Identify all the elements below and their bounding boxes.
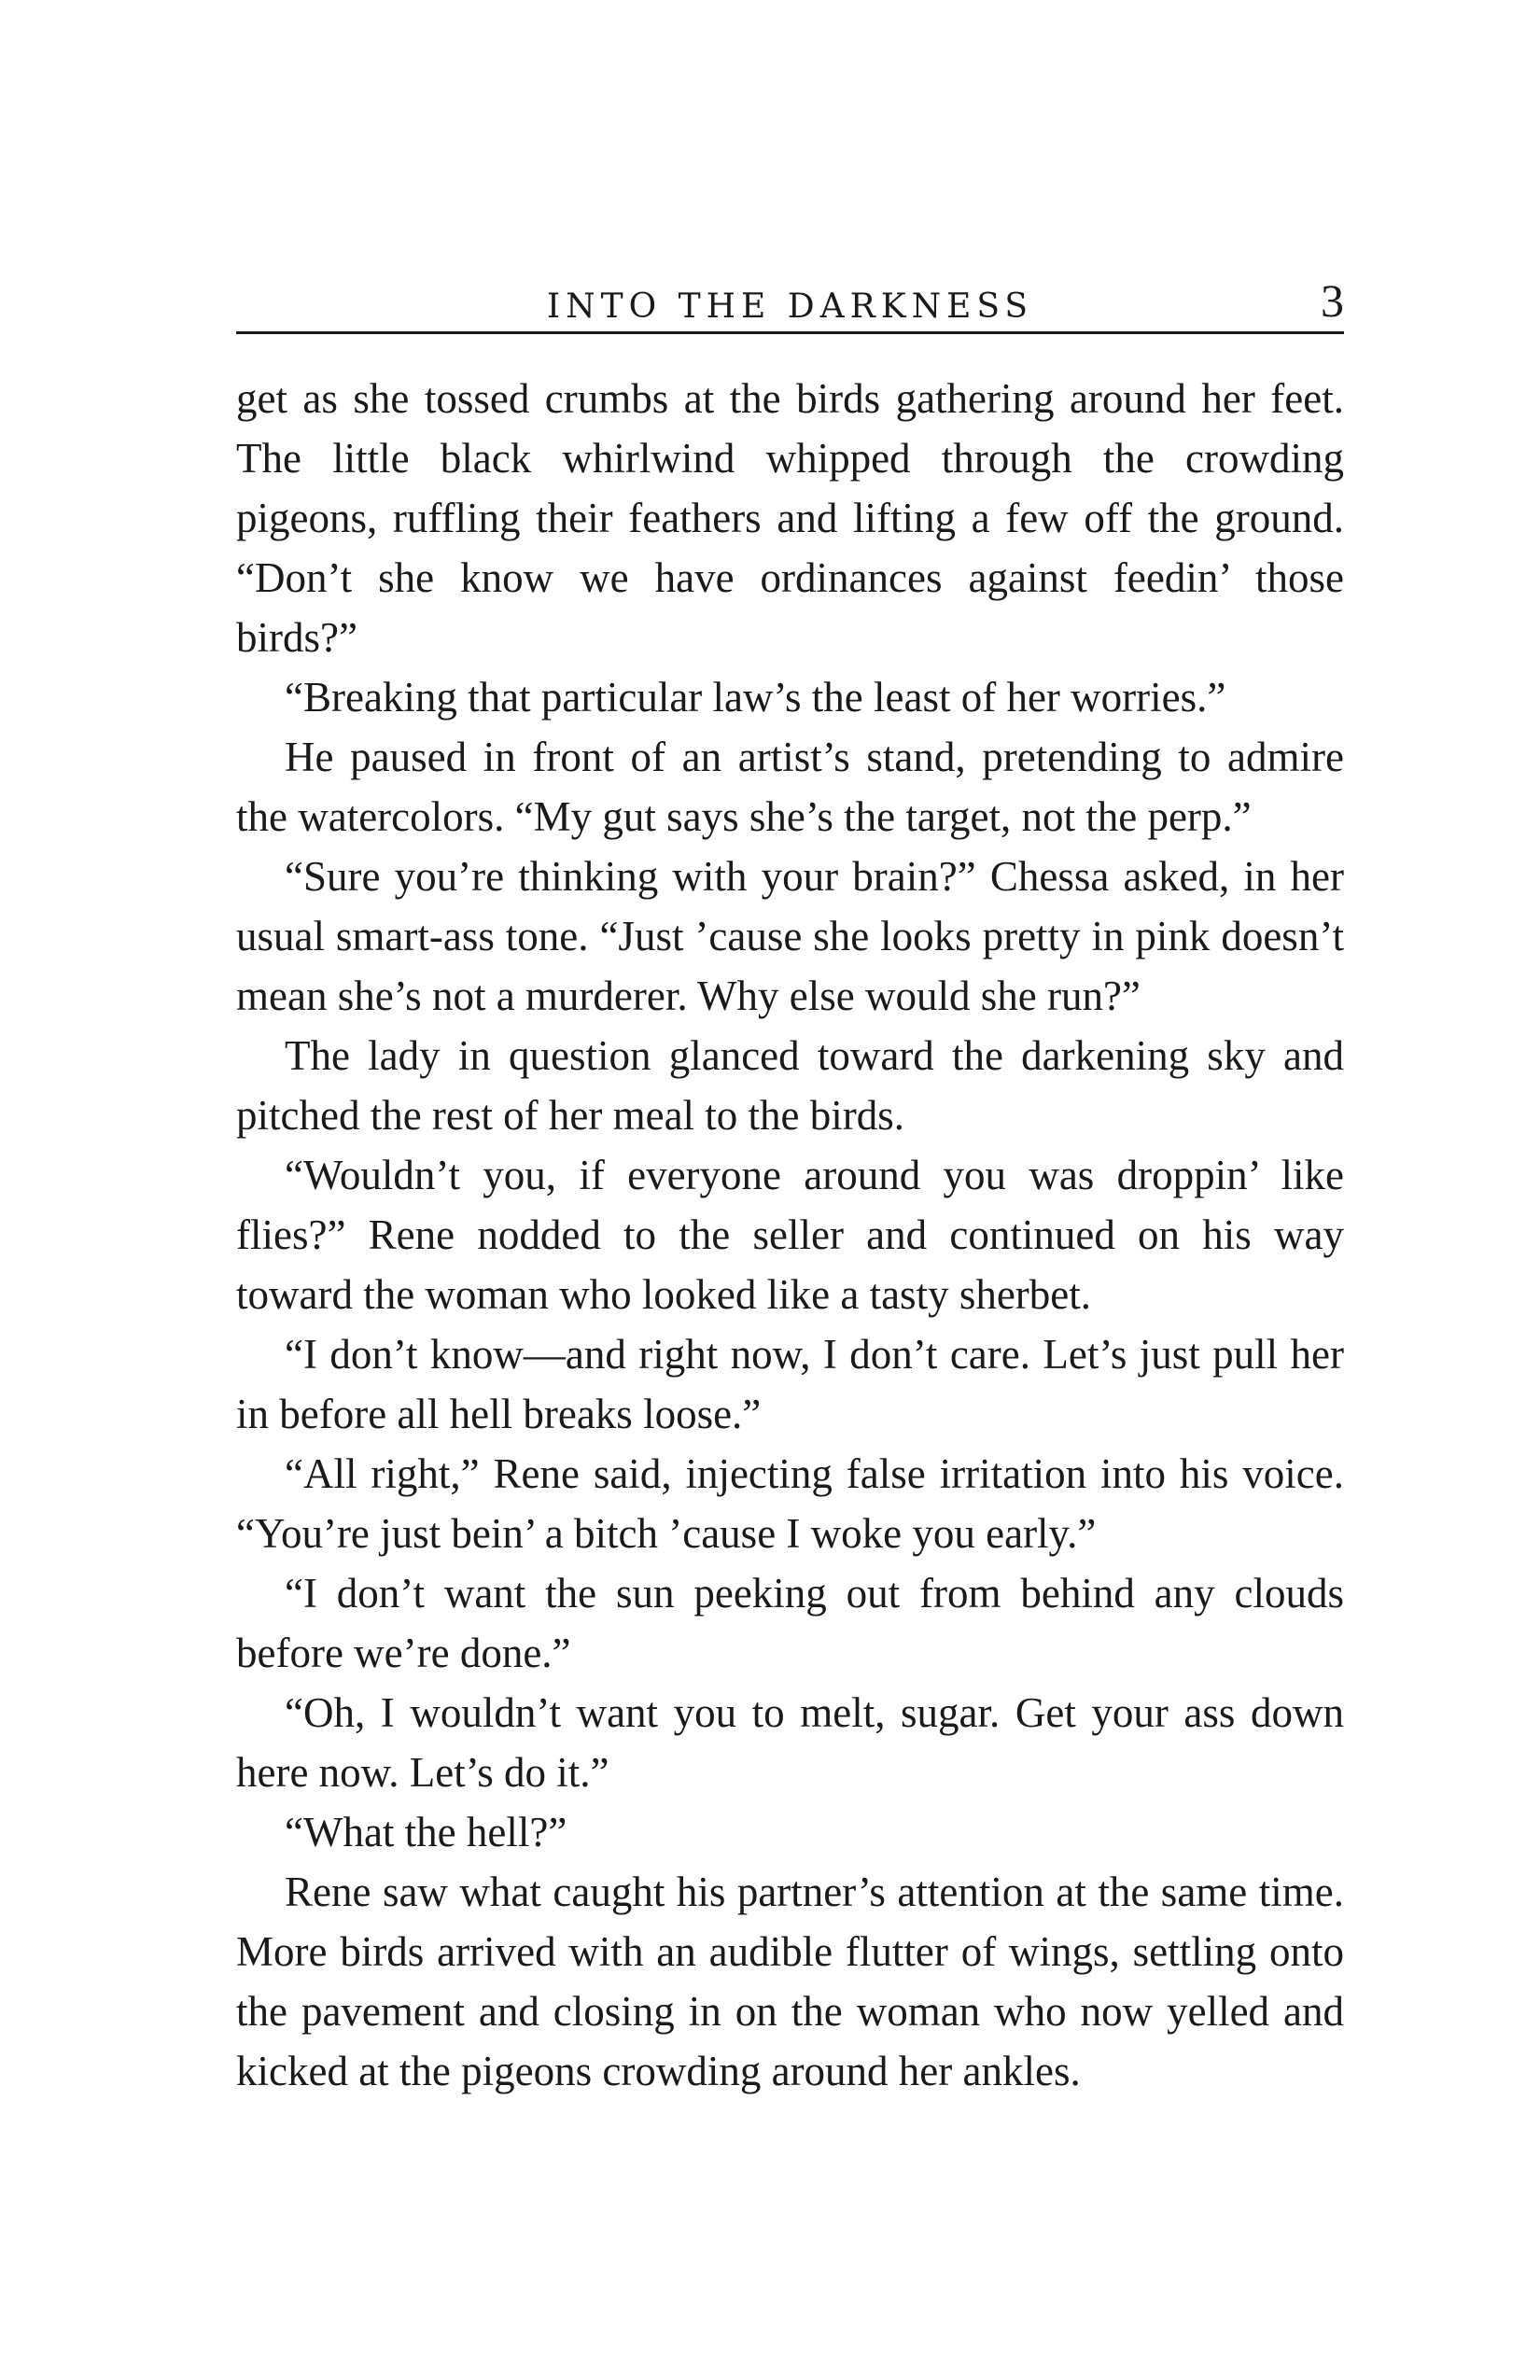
paragraph: “I don’t know—and right now, I don’t care. Let’s just pull her in before all hell breaks loose.” [236,1331,1344,1437]
paragraph: get as she tossed crumbs at the birds gathering around her feet. The little black whirlwind whipped through the crowding pigeons, ruffling their feathers and lifting a few off the ground. “Don’t she know we have ordinances against feedin’ those birds?” [236,375,1344,661]
paragraph: “Oh, I wouldn’t want you to melt, sugar. Get your ass down here now. Let’s do it.” [236,1689,1344,1796]
paragraph: “What the hell?” [285,1809,567,1855]
paragraph: He paused in front of an artist’s stand, pretending to admire the watercolors. “My gut says she’s the target, not the perp.” [236,734,1344,840]
paragraph: “Wouldn’t you, if everyone around you was droppin’ like flies?” Rene nodded to the seller and continued on his way toward the woman who looked like a tasty sherbet. [236,1152,1344,1318]
paragraph: “Sure you’re thinking with your brain?” Chessa asked, in her usual smart-ass tone. “Just ’cause she looks pretty in pink doesn’t mean she’s not a murderer. Why else would she run?” [236,853,1344,1019]
running-title: INTO THE DARKNESS [546,287,1034,326]
paragraph: “Breaking that particular law’s the least of her worries.” [285,674,1226,721]
body-text [236,369,1344,2101]
paragraph: The lady in question glanced toward the darkening sky and pitched the rest of her meal to the birds. [236,1032,1344,1139]
paragraph: “I don’t want the sun peeking out from behind any clouds before we’re done.” [236,1570,1344,1676]
page-number: 3 [1321,274,1344,327]
running-header [236,275,1344,334]
paragraph: Rene saw what caught his partner’s attention at the same time. More birds arrived with an audible flutter of wings, settling onto the pavement and closing in on the woman who now yelled and kicked at the pigeons crowding around her ankles. [236,1869,1344,2094]
paragraph: “All right,” Rene said, injecting false irritation into his voice. “You’re just bein’ a bitch ’cause I woke you early.” [236,1450,1344,1557]
